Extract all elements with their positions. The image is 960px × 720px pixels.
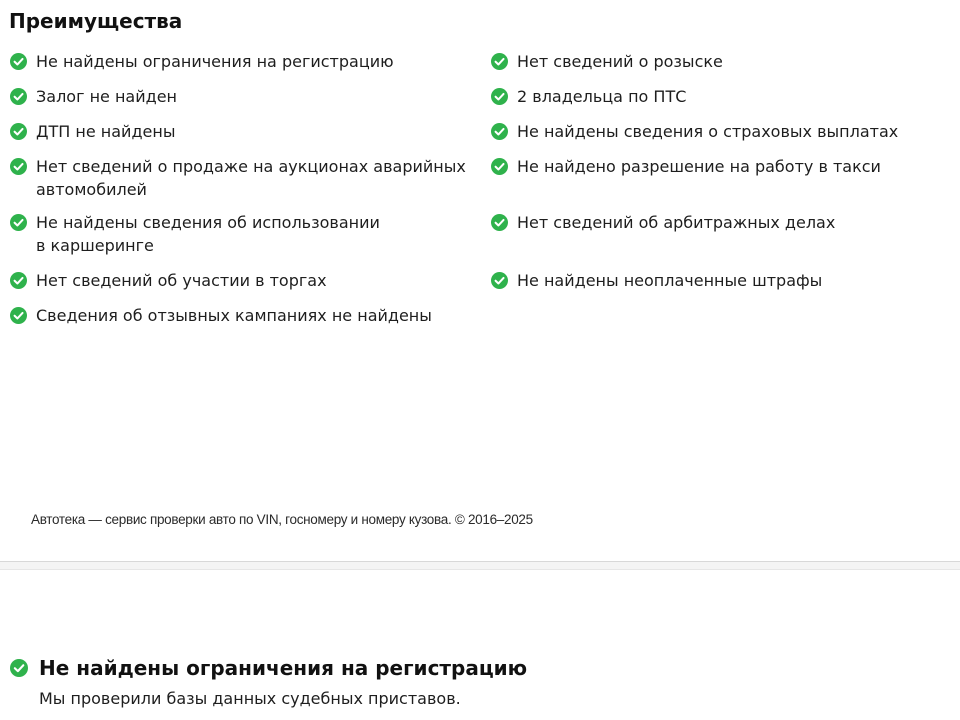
advantage-label-line: Не найдены сведения об использовании xyxy=(36,213,380,232)
advantage-label: Залог не найден xyxy=(36,87,177,106)
check-circle-icon xyxy=(10,659,28,677)
check-circle-icon xyxy=(10,158,27,175)
advantage-item xyxy=(491,50,951,73)
advantage-label: Сведения об отзывных кампаниях не найдены xyxy=(36,306,432,325)
advantage-item xyxy=(10,85,480,108)
advantage-label-line: автомобилей xyxy=(36,180,147,199)
advantage-item xyxy=(491,120,951,143)
advantage-label: Нет сведений об участии в торгах xyxy=(36,271,327,290)
advantage-item xyxy=(491,155,951,178)
detail-section xyxy=(10,654,950,710)
check-circle-icon xyxy=(10,123,27,140)
check-circle-icon xyxy=(491,53,508,70)
advantage-item xyxy=(491,269,951,292)
check-circle-icon xyxy=(10,214,27,231)
section-title: Преимущества xyxy=(9,9,183,33)
check-circle-icon xyxy=(10,88,27,105)
check-circle-icon xyxy=(10,272,27,289)
advantage-item xyxy=(491,211,951,234)
check-circle-icon xyxy=(10,307,27,324)
advantage-label: 2 владельца по ПТС xyxy=(517,87,687,106)
advantages-list-left xyxy=(10,50,480,327)
check-circle-icon xyxy=(491,214,508,231)
advantage-label: ДТП не найдены xyxy=(36,122,176,141)
advantage-item xyxy=(491,85,951,108)
advantage-label-line: Нет сведений о продаже на аукционах аварийных xyxy=(36,157,466,176)
advantage-label-line: в каршеринге xyxy=(36,236,154,255)
advantage-label: Не найдены ограничения на регистрацию xyxy=(36,52,394,71)
advantage-label: Не найдены неоплаченные штрафы xyxy=(517,271,823,290)
check-circle-icon xyxy=(491,272,508,289)
advantage-item xyxy=(10,155,480,201)
check-circle-icon xyxy=(491,158,508,175)
advantage-item xyxy=(10,304,480,327)
footer-copyright: Автотека — сервис проверки авто по VIN, госномеру и номеру кузова. © 2016–2025 xyxy=(31,512,533,527)
check-circle-icon xyxy=(10,53,27,70)
advantage-item xyxy=(10,50,480,73)
advantage-label: Не найдено разрешение на работу в такси xyxy=(517,157,881,176)
advantages-list-right xyxy=(491,50,951,292)
advantage-label: Нет сведений об арбитражных делах xyxy=(517,213,836,232)
advantage-item xyxy=(10,211,480,257)
section-divider-band xyxy=(0,562,960,570)
check-circle-icon xyxy=(491,88,508,105)
detail-title: Не найдены ограничения на регистрацию xyxy=(39,656,528,680)
advantage-label: Не найдены сведения о страховых выплатах xyxy=(517,122,899,141)
advantage-item xyxy=(10,120,480,143)
advantage-label: Нет сведений о розыске xyxy=(517,52,723,71)
detail-description: Мы проверили базы данных судебных приставов. xyxy=(39,689,461,708)
check-circle-icon xyxy=(491,123,508,140)
advantage-item xyxy=(10,269,480,292)
